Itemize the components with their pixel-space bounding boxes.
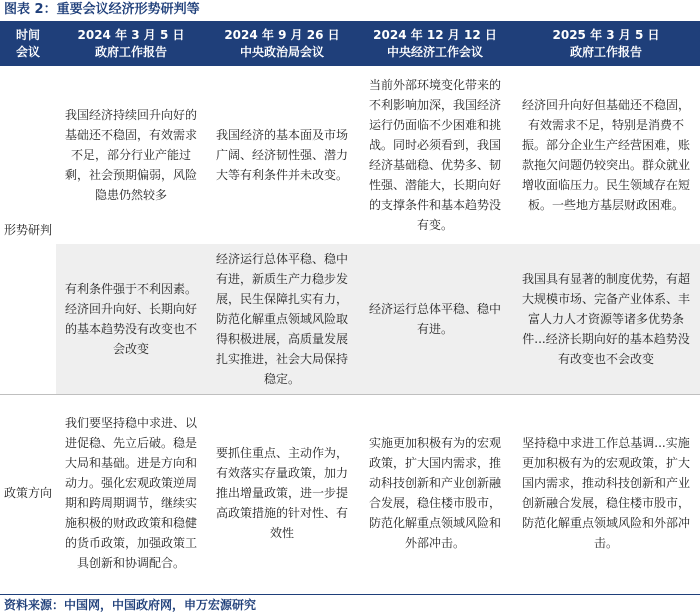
row-label-situation: 形势研判 [3,223,52,237]
table-cell: 经济运行总体平稳、稳中有进。 [358,244,512,395]
source-note: 资料来源：中国网，中国政府网，申万宏源研究 [4,598,257,612]
header-row-label: 时间 会议 [0,22,56,66]
table-row [0,244,700,395]
header-row [0,22,700,66]
table-cell: 有利条件强于不利因素。经济回升向好、长期向好的基本趋势没有改变也不会改变 [56,244,206,395]
table-cell: 我们要坚持稳中求进、以进促稳、先立后破。稳是大局和基础。进是方向和动力。强化宏观政策逆周期和跨周期调节，继续实施积极的财政政策和稳健的货币政策，加强政策工具创新和协调配合。 [56,395,206,592]
row-label-policy: 政策方向 [0,395,56,592]
table-cell: 要抓住重点、主动作为，有效落实存量政策，加力推出增量政策，进一步提高政策措施的针对性、有效性 [206,395,358,592]
meeting-table [0,22,700,591]
table-cell: 实施更加积极有为的宏观政策，扩大国内需求，推动科技创新和产业创新融合发展，稳住楼市股市，防范化解重点领域风险和外部冲击。 [358,395,512,592]
table-cell: 我国具有显著的制度优势，有超大规模市场、完备产业体系、丰富人力人才资源等诸多优势条件...经济长期向好的基本趋势没有改变也不会改变 [512,244,700,395]
header-col-3: 2024 年 12 月 12 日 中央经济工作会议 [358,22,512,66]
table-cell: 坚持稳中求进工作总基调...实施更加积极有为的宏观政策，扩大国内需求，推动科技创新和产业创新融合发展，稳住楼市股市，防范化解重点领域风险和外部冲击。 [512,395,700,592]
table-row [0,66,700,244]
header-col-1: 2024 年 3 月 5 日 政府工作报告 [56,22,206,66]
table-cell: 经济回升向好但基础还不稳固，有效需求不足，特别是消费不振。部分企业生产经营困难，账款拖欠问题仍较突出。群众就业增收面临压力。民生领域存在短板。一些地方基层财政困难。 [521,98,690,212]
table-cell: 我国经济持续回升向好的基础还不稳固，有效需求不足，部分行业产能过剩，社会预期偏弱，风险隐患仍然较多 [64,108,197,202]
table-cell: 我国经济的基本面及市场广阔、经济韧性强、潜力大等有利条件并未改变。 [215,128,348,182]
header-col-4: 2025 年 3 月 5 日 政府工作报告 [512,22,700,66]
figure-title: 图表 2：重要会议经济形势研判等 [4,2,200,17]
table-cell: 经济运行总体平稳、稳中有进，新质生产力稳步发展，民生保障扎实有力，防范化解重点领域风险取得积极进展，高质量发展扎实推进，社会大局保持稳定。 [206,244,358,395]
table-row [0,395,700,592]
source-rule [0,594,700,595]
header-col-2: 2024 年 9 月 26 日 中央政治局会议 [206,22,358,66]
table-cell: 当前外部环境变化带来的不利影响加深，我国经济运行仍面临不少困难和挑战。同时必须看到，我国经济基础稳、优势多、韧性强、潜能大，长期向好的支撑条件和基本趋势没有变。 [368,78,501,232]
